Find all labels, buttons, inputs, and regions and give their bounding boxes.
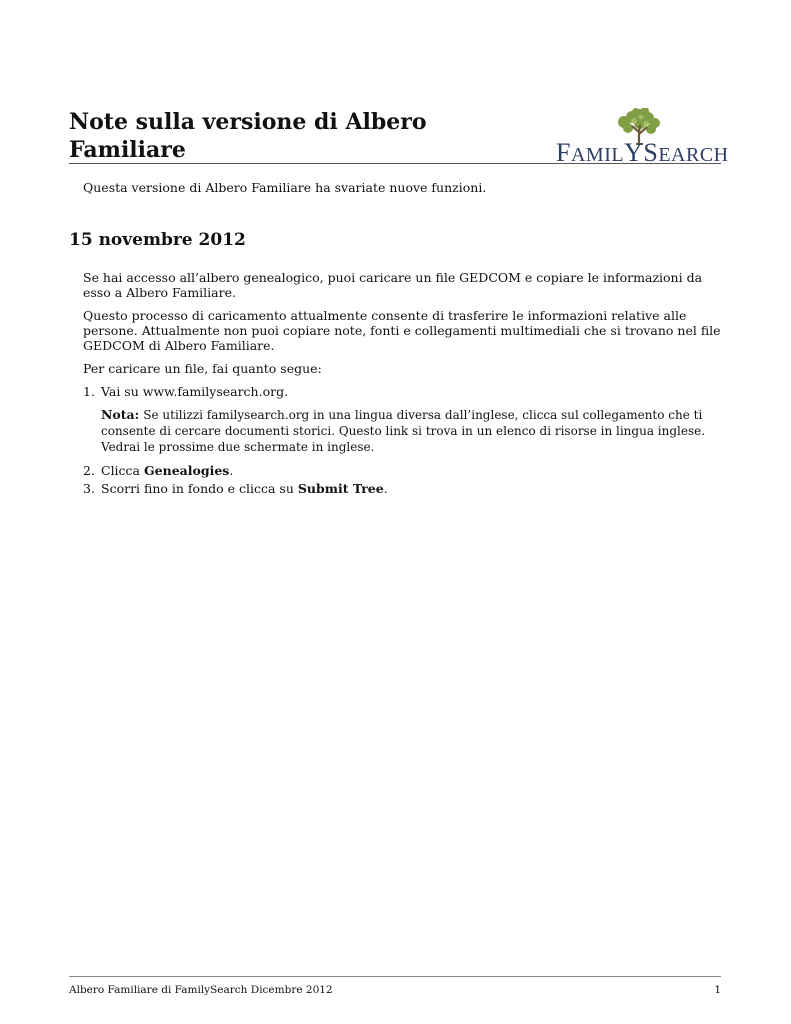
section-body: [83, 270, 723, 504]
step-suffix: .: [229, 463, 234, 478]
footer-text: Albero Familiare di FamilySearch Dicembre 2012: [69, 984, 333, 996]
step-number: 1.: [83, 384, 95, 399]
paragraph: Se hai accesso all’albero genealogico, puoi caricare un file GEDCOM e copiare le informazioni da esso a Albero Familiare.: [83, 270, 703, 300]
paragraph: Questo processo di caricamento attualmente consente di trasferire le informazioni relative alle persone. Attualmente non puoi copiare note, fonti e collegamenti multimediali che si trovano nel file GEDCOM di Albero Familiare.: [83, 308, 721, 353]
note-block: [101, 407, 723, 455]
step-bold-term: Genealogies: [144, 463, 230, 478]
familysearch-logo: [552, 108, 729, 167]
step-number: 2.: [83, 463, 95, 478]
paragraph: Per caricare un file, fai quanto segue:: [83, 361, 322, 376]
steps-list: [83, 384, 723, 496]
logo-wordmark: FAMILYSEARCH: [556, 138, 729, 167]
step-number: 3.: [83, 481, 95, 496]
logo-text-part1: AMIL: [570, 144, 625, 166]
step-text: Vai su www.familysearch.org.: [101, 384, 289, 399]
footer-divider: [69, 976, 721, 977]
list-item: [83, 481, 723, 496]
step-suffix: .: [383, 481, 388, 496]
step-text: Clicca: [101, 463, 144, 478]
list-item: [83, 384, 723, 455]
note-label: Nota:: [101, 407, 140, 422]
step-bold-term: Submit Tree: [297, 481, 384, 496]
note-text: Se utilizzi familysearch.org in una lingua diversa dall’inglese, clicca sul collegamento che ti consente di cercare documenti storici. Questo link si trova in un elenco di risorse in lingua inglese. Vedrai le prossime due schermate in inglese.: [101, 408, 706, 454]
page-title: Note sulla versione di Albero Familiare: [69, 109, 427, 163]
title-divider: [69, 163, 721, 164]
list-item: [83, 463, 723, 478]
step-text: Scorri fino in fondo e clicca su: [101, 481, 298, 496]
section-heading: 15 novembre 2012: [69, 230, 246, 250]
intro-text: Questa versione di Albero Familiare ha svariate nuove funzioni.: [83, 180, 487, 195]
page-number: 1: [714, 984, 721, 996]
